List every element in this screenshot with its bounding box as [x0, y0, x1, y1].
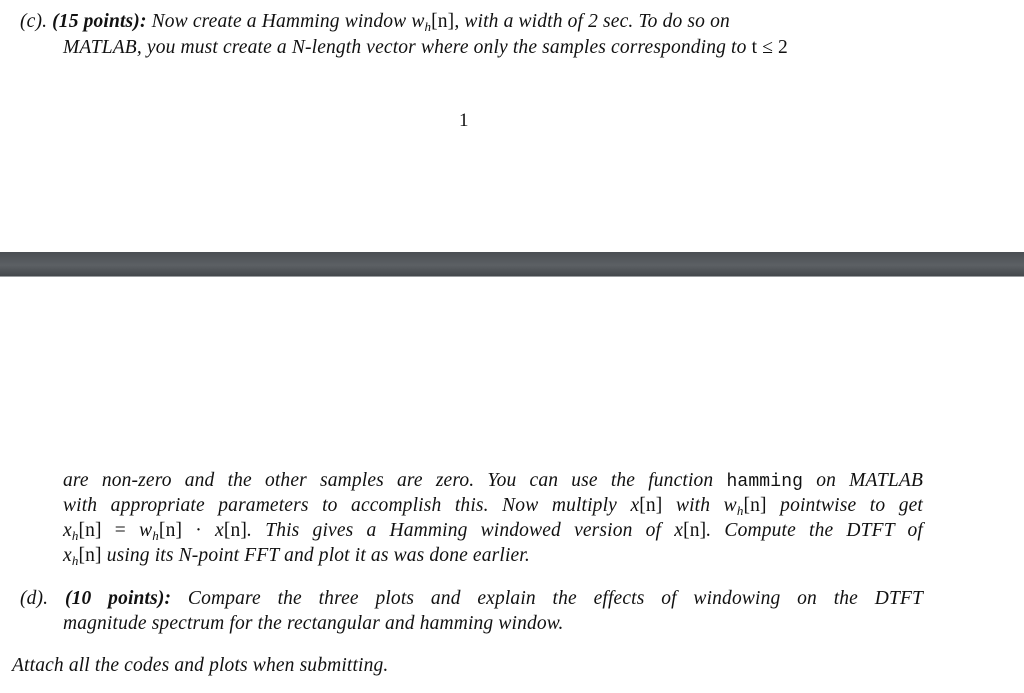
part-d-points: (10 points):	[64, 588, 172, 609]
part-c-line4-b: with	[675, 495, 711, 516]
hamming-window-symbol: $w_h[n]$	[411, 11, 455, 34]
part-c-line-5	[63, 519, 923, 543]
part-d-line-1	[20, 587, 923, 611]
part-c-line2-text: MATLAB, you must create a N-length vector where only the samples corresponding to	[63, 37, 747, 58]
part-c-line-3	[63, 469, 923, 494]
part-c-line6-rest: using its N-point FFT and plot it as was done earlier.	[106, 545, 530, 566]
part-d-line1-text: Compare the three plots and explain the effects of windowing on the DTFT	[187, 588, 924, 609]
windowed-equation: $x_h[n] = w_h[n] \cdot x[n]$	[63, 520, 248, 543]
part-c-line3-a: are non-zero and the other samples are zero. You can use the function	[63, 470, 714, 491]
part-c-points: (15 points):	[52, 11, 147, 32]
signal-x-symbol-2: x[n]	[674, 520, 707, 541]
submission-instruction	[12, 654, 388, 678]
signal-x-symbol: x[n]	[630, 495, 663, 516]
hamming-function-code: hamming	[726, 472, 804, 492]
submission-instruction-text: Attach all the codes and plots when submitting.	[12, 655, 389, 676]
part-c-line-4	[63, 494, 923, 518]
part-c-line5-rest: . This gives a Hamming windowed version of	[247, 520, 662, 541]
part-d-line2-text: magnitude spectrum for the rectangular and hamming window.	[63, 613, 564, 634]
page-break-divider	[0, 252, 1024, 277]
part-c-line5-end: . Compute the DTFT of	[706, 520, 923, 541]
part-c-line3-b: on MATLAB	[816, 470, 924, 491]
part-c-intro-text: Now create a Hamming window	[151, 11, 407, 32]
part-c-label: (c).	[20, 11, 48, 32]
part-d-line-2	[63, 612, 564, 636]
part-c-line-2	[63, 36, 788, 60]
part-c-line-1	[20, 10, 730, 34]
windowed-signal-symbol: $x_h[n]$	[63, 545, 102, 568]
part-c-line4-c: pointwise to get	[780, 495, 923, 516]
part-c-line4-a: with appropriate parameters to accomplish this. Now multiply	[63, 495, 617, 516]
part-c-line-6	[63, 544, 530, 568]
part-d-label: (d).	[20, 588, 49, 609]
window-w-symbol: $w_h[n]$	[723, 495, 767, 518]
part-c-line1-rest: , with a width of 2 sec. To do so on	[454, 11, 730, 32]
time-condition: t ≤ 2	[751, 37, 788, 58]
page-number: 1	[459, 110, 469, 131]
